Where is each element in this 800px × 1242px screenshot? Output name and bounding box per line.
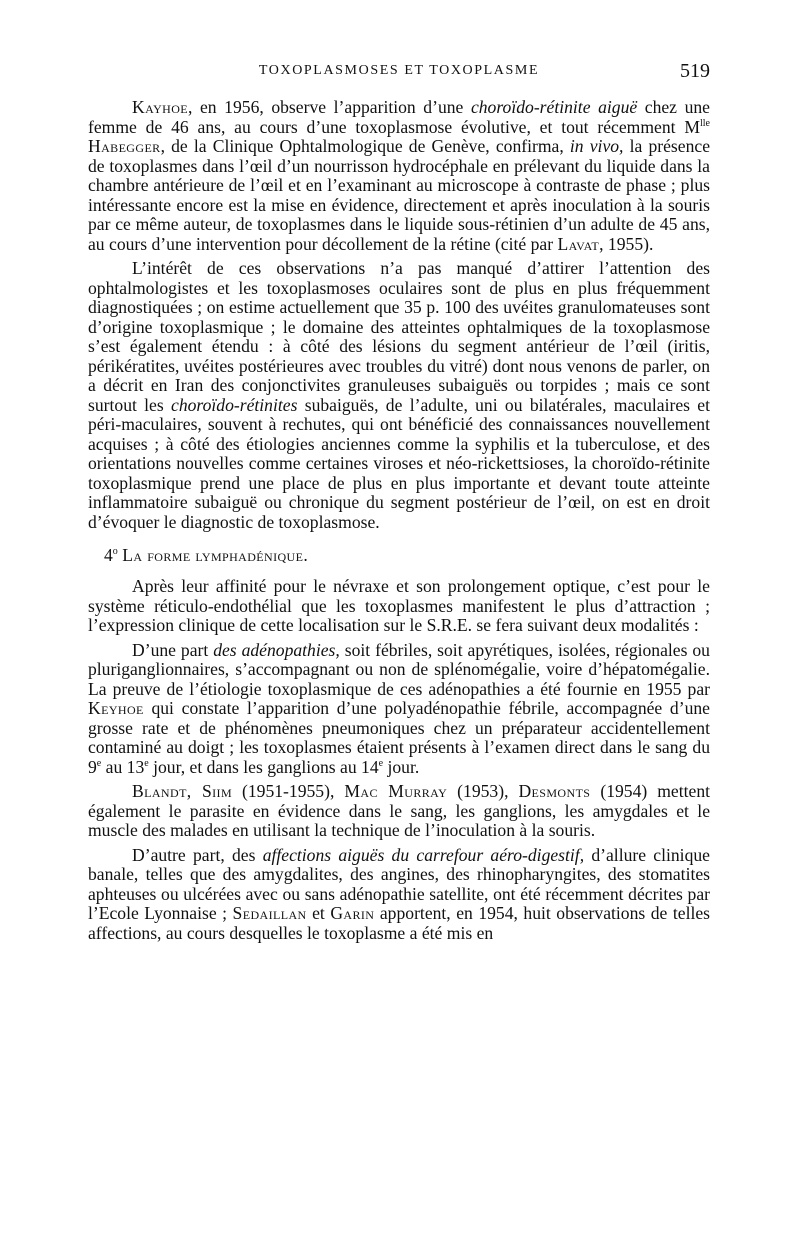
emphasis: in vivo, <box>569 136 624 156</box>
text-run: soit fébriles, soit apyrétiques, isolées, régionales ou pluriganglionnaires, s’accompagnant ou non de splénomégalie, voire d’hépatomégalie. La preuve de l’étiologie toxoplasmique de ces adénopathies a été fournie en 1955 par <box>88 639 710 699</box>
paragraph-keyhoe-habegger <box>88 98 710 254</box>
text-run: et <box>306 903 331 923</box>
paragraph-ocular-toxoplasmosis <box>88 259 710 532</box>
text-run: , de la Clinique Ophtalmologique de Genève, confirma, <box>160 136 570 156</box>
author-name: Habegger <box>88 136 161 156</box>
body-text <box>88 98 710 943</box>
text-run: D’autre part, des <box>132 844 263 865</box>
emphasis: choroïdo-rétinites <box>171 394 298 415</box>
running-title: TOXOPLASMOSES ET TOXOPLASME <box>258 63 540 78</box>
text-run: jour. <box>383 756 420 777</box>
text-run: (1953), <box>447 781 519 801</box>
superscript: e <box>378 757 384 769</box>
superscript: lle <box>700 117 710 129</box>
author-name: Mac Murray <box>344 781 448 801</box>
text-run: d’allure clinique banale, telles que des amygdalites, des angines, des rhinopharyngites, des stomatites aphteuses ou ulcérées avec ou sans adénopathie satellite, ont été récemment décrites par l’Ecole Lyonnaise ; <box>88 844 710 923</box>
superscript: e <box>144 757 149 769</box>
text-run: la présence de toxoplasmes dans l’œil d’un nourrisson hydrocéphale en prélevant du liquide dans la chambre antérieure de l’œil et en l’examinant au microscope à contraste de phase ; plus intéressante encore est la mise en évidence, directement et après inoculation à la souris par ce même auteur, de toxoplasmes dans le liquide sous-rétinien d’un adulte de 45 ans, au cours d’une intervention pour décollement de la rétine (cité par <box>88 136 710 254</box>
paragraph-reticulo-endothelial <box>88 577 710 636</box>
text-run: (1954) mettent également le parasite en évidence dans le sang, les ganglions, les amygdales et le muscle des malades en utilisant la technique de l’inoculation à la souris. <box>88 781 711 840</box>
text-run: L’intérêt de ces observations n’a pas manqué d’attirer l’attention des ophtalmologistes et les toxoplasmoses oculaires sont de plus en plus fréquemment diagnostiquées ; on estime actuellement que 35 p. 100 des uvéites granulomateuses sont d’origine toxoplasmique ; le domaine des atteintes ophtalmiques de la toxoplasmose s’est également étendu : à côté des lésions du segment antérieur de l’œil (iritis, périkératites, uvéites postérieures avec troubles du vitré) dont nous venons de parler, on a décrit en Iran des conjonctivites granuleuses subaiguës ou torpides ; mais ce sont surtout les <box>88 258 710 415</box>
text-run: (1951-1955), <box>232 781 345 801</box>
emphasis: choroïdo-rétinite aiguë <box>470 97 638 117</box>
page-header <box>88 60 710 86</box>
author-name: Keyhoe <box>88 698 144 718</box>
text-run: , en 1956, observe l’apparition d’une <box>188 97 471 117</box>
text-run: jour, et dans les ganglions au 14 <box>148 756 379 777</box>
author-name: Kayhoe <box>132 97 188 117</box>
author-name: Desmonts <box>518 781 591 801</box>
emphasis: affections aiguës du carrefour aéro-digestif, <box>262 844 585 865</box>
text-run: chez une femme de 46 ans, au cours d’une toxoplasmose évolutive, et tout récemment M <box>88 97 710 137</box>
superscript: e <box>96 757 102 769</box>
section-title: La forme lymphadénique. <box>122 545 309 565</box>
author-name: Garin <box>330 903 375 923</box>
emphasis: des adénopathies, <box>213 639 340 660</box>
text-run: apportent, en 1954, huit observations de telles affections, au cours desquelles le toxoplasme a été mis en <box>88 903 710 943</box>
text-run: , 1955). <box>599 233 654 254</box>
text-run: subaiguës, de l’adulte, uni ou bilatérales, maculaires et péri-maculaires, souvent à rechutes, qui ont bénéficié des connaissances nouvellement acquises ; à côté des étiologies anciennes comme la syphilis et la tuberculose, et des orientations nouvelles comme certaines viroses et néo-rickettsioses, la choroïdo-rétinite toxoplasmique prend une place de plus en plus importante et devant toute atteinte inflammatoire subaiguë ou chronique du segment postérieur de l’œil, on est en droit d’évoquer le diagnostic de toxoplasmose. <box>88 394 710 532</box>
text-run: au 13 <box>101 756 145 777</box>
section-number: 4 <box>104 545 113 565</box>
page-number: 519 <box>680 60 710 82</box>
section-heading <box>88 545 710 565</box>
paragraph-blandt-siim <box>88 782 710 841</box>
author-name: Sedaillan <box>232 903 307 923</box>
author-name: Blandt, Siim <box>132 781 233 801</box>
paragraph-adenopathies <box>88 641 710 778</box>
text-run: D’une part <box>132 639 214 660</box>
text-run: qui constate l’apparition d’une polyadénopathie fébrile, accompagnée d’une grosse rate et de phénomènes pneumoniques chez un préparateur accidentellement contaminé au doigt ; les toxoplasmes étaient présents à l’examen direct dans le sang du 9 <box>88 698 710 777</box>
superscript: o <box>112 546 118 558</box>
text-run: Après leur affinité pour le névraxe et son prolongement optique, c’est pour le système réticulo-endothélial que les toxoplasmes manifestent le plus d’attraction ; l’expression clinique de cette localisation sur le S.R.E. se fera suivant deux modalités : <box>88 576 710 635</box>
paragraph-aero-digestive <box>88 846 710 944</box>
author-name: Lavat <box>557 233 600 254</box>
